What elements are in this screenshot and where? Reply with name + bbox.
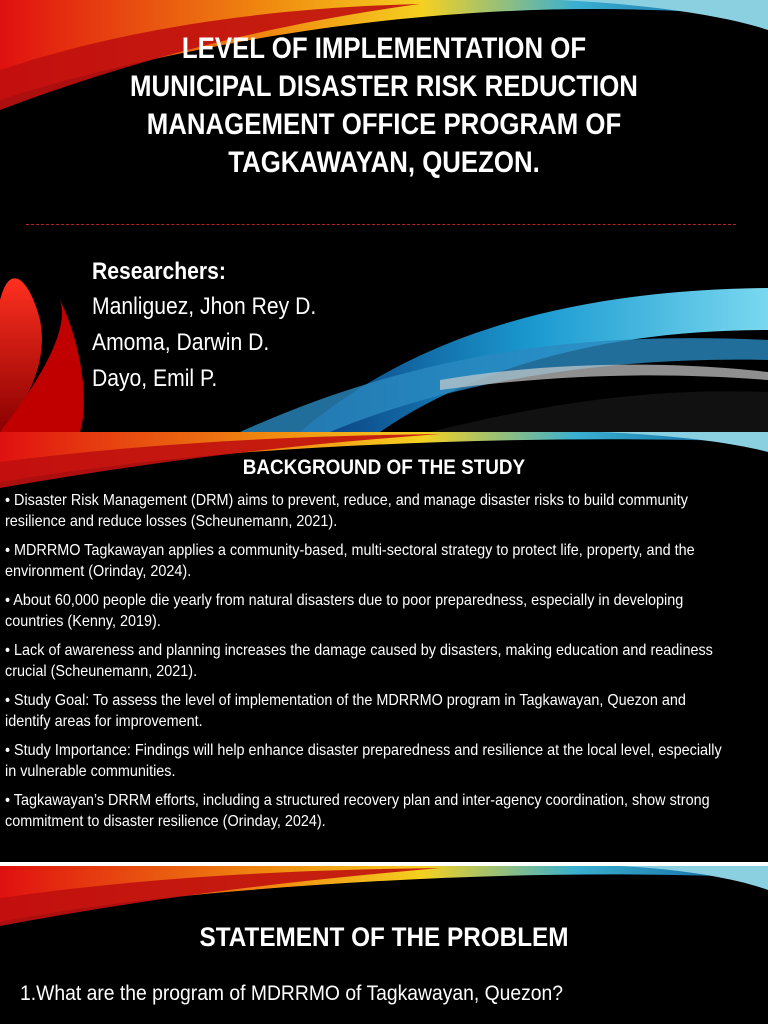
- bullet-item: • Study Importance: Findings will help enhance disaster preparedness and resilience at the local level, especially in vulnerable communities.: [5, 742, 722, 780]
- title-line: LEVEL OF IMPLEMENTATION OF: [181, 32, 587, 65]
- swoosh-background: [0, 866, 768, 926]
- background-slide: [0, 432, 768, 862]
- title-line: TAGKAWAYAN, QUEZON.: [228, 146, 540, 179]
- bullet-item: • Tagkawayan’s DRRM efforts, including a structured recovery plan and inter-agency coordination, show strong commitment to disaster resilience (Orinday, 2024).: [5, 792, 710, 830]
- problem-slide: [0, 866, 768, 1024]
- section-title: [0, 922, 768, 953]
- dashed-divider: [26, 224, 736, 225]
- section-title-text: BACKGROUND OF THE STUDY: [242, 456, 526, 479]
- section-title: [0, 456, 768, 480]
- researchers-label: Researchers:: [92, 258, 226, 285]
- bullet-item: • MDRRMO Tagkawayan applies a community-based, multi-sectoral strategy to protect life, property, and the environment (Orinday, 2024).: [5, 542, 695, 580]
- title-slide: [0, 0, 768, 432]
- title-line: MANAGEMENT OFFICE PROGRAM OF: [146, 108, 622, 141]
- bullet-item: • Disaster Risk Management (DRM) aims to prevent, reduce, and manage disaster risks to build community resilience and reduce losses (Scheunemann, 2021).: [5, 492, 688, 530]
- section-title-text: STATEMENT OF THE PROBLEM: [199, 922, 569, 952]
- bullet-item: • Study Goal: To assess the level of implementation of the MDRRMO program in Tagkawayan, Quezon and identify areas for improvement.: [5, 692, 686, 730]
- bullet-list: [5, 490, 725, 840]
- bullet-item: • About 60,000 people die yearly from natural disasters due to poor preparedness, especially in developing countries (Kenny, 2019).: [5, 592, 684, 630]
- researchers-block: [92, 255, 347, 397]
- researcher-name: Manliguez, Jhon Rey D.: [92, 293, 317, 320]
- researcher-name: Dayo, Emil P.: [92, 365, 218, 392]
- problem-question: 1.What are the program of MDRRMO of Tagkawayan, Quezon?: [20, 982, 564, 1005]
- title-line: MUNICIPAL DISASTER RISK REDUCTION: [130, 70, 638, 103]
- bullet-item: • Lack of awareness and planning increases the damage caused by disasters, making education and readiness crucial (Scheunemann, 2021).: [5, 642, 713, 680]
- researcher-name: Amoma, Darwin D.: [92, 329, 270, 356]
- slide-title: [105, 30, 662, 182]
